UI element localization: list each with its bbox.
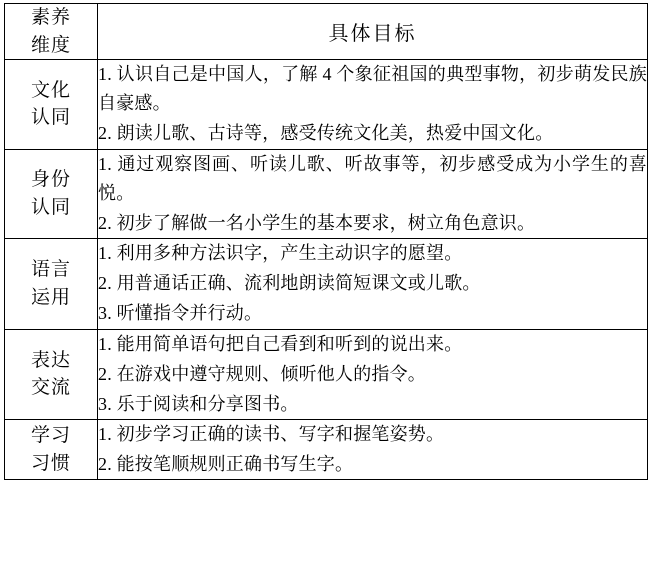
- dimension-line: 学习: [30, 425, 71, 447]
- goal-item: 1. 认识自己是中国人，了解 4 个象征祖国的典型事物，初步萌发民族自豪感。: [98, 64, 647, 114]
- table-row: [5, 60, 648, 149]
- dimension-cell: [5, 239, 98, 329]
- goal-item: 1. 初步学习正确的读书、写字和握笔姿势。: [98, 423, 445, 444]
- dimension-line: 文化: [30, 79, 71, 101]
- dimension-cell: [5, 149, 98, 238]
- table-row: [5, 239, 648, 329]
- column-header-goals: 具体目标: [98, 4, 648, 60]
- column-header-dimension-line-2: 维度: [30, 34, 71, 56]
- dimension-line: 身份: [30, 169, 71, 191]
- goals-cell: [98, 239, 648, 329]
- literacy-goals-table: [4, 3, 648, 480]
- table-row: [5, 419, 648, 479]
- goal-item: 1. 能用简单语句把自己看到和听到的说出来。: [98, 333, 463, 354]
- goals-cell: [98, 419, 648, 479]
- goal-item: 3. 听懂指令并行动。: [98, 303, 263, 324]
- goal-item: 2. 朗读儿歌、古诗等，感受传统文化美，热爱中国文化。: [98, 123, 554, 144]
- dimension-cell: [5, 419, 98, 479]
- goal-item: 2. 用普通话正确、流利地朗读简短课文或儿歌。: [98, 273, 481, 294]
- column-header-dimension: [5, 4, 98, 60]
- goal-item: 2. 在游戏中遵守规则、倾听他人的指令。: [98, 363, 426, 384]
- goal-item: 1. 通过观察图画、听读儿歌、听故事等，初步感受成为小学生的喜悦。: [98, 153, 647, 203]
- goals-cell: [98, 60, 648, 149]
- goals-cell: [98, 149, 648, 238]
- dimension-line: 运用: [30, 286, 71, 308]
- column-header-dimension-line-1: 素养: [30, 7, 71, 28]
- dimension-line: 习惯: [30, 452, 71, 474]
- goal-item: 2. 能按笔顺规则正确书写生字。: [98, 454, 354, 475]
- document-page: [0, 3, 651, 573]
- dimension-line: 认同: [30, 196, 71, 218]
- dimension-cell: [5, 329, 98, 419]
- table-header-row: [5, 4, 648, 60]
- goal-item: 1. 利用多种方法识字，产生主动识字的愿望。: [98, 243, 463, 264]
- table-row: [5, 149, 648, 238]
- dimension-line: 语言: [30, 259, 71, 281]
- goal-item: 3. 乐于阅读和分享图书。: [98, 393, 299, 414]
- dimension-line: 交流: [30, 377, 71, 399]
- goals-cell: [98, 329, 648, 419]
- table-row: [5, 329, 648, 419]
- dimension-cell: [5, 60, 98, 149]
- dimension-line: 认同: [30, 107, 71, 129]
- goal-item: 2. 初步了解做一名小学生的基本要求，树立角色意识。: [98, 212, 536, 233]
- dimension-line: 表达: [30, 349, 71, 371]
